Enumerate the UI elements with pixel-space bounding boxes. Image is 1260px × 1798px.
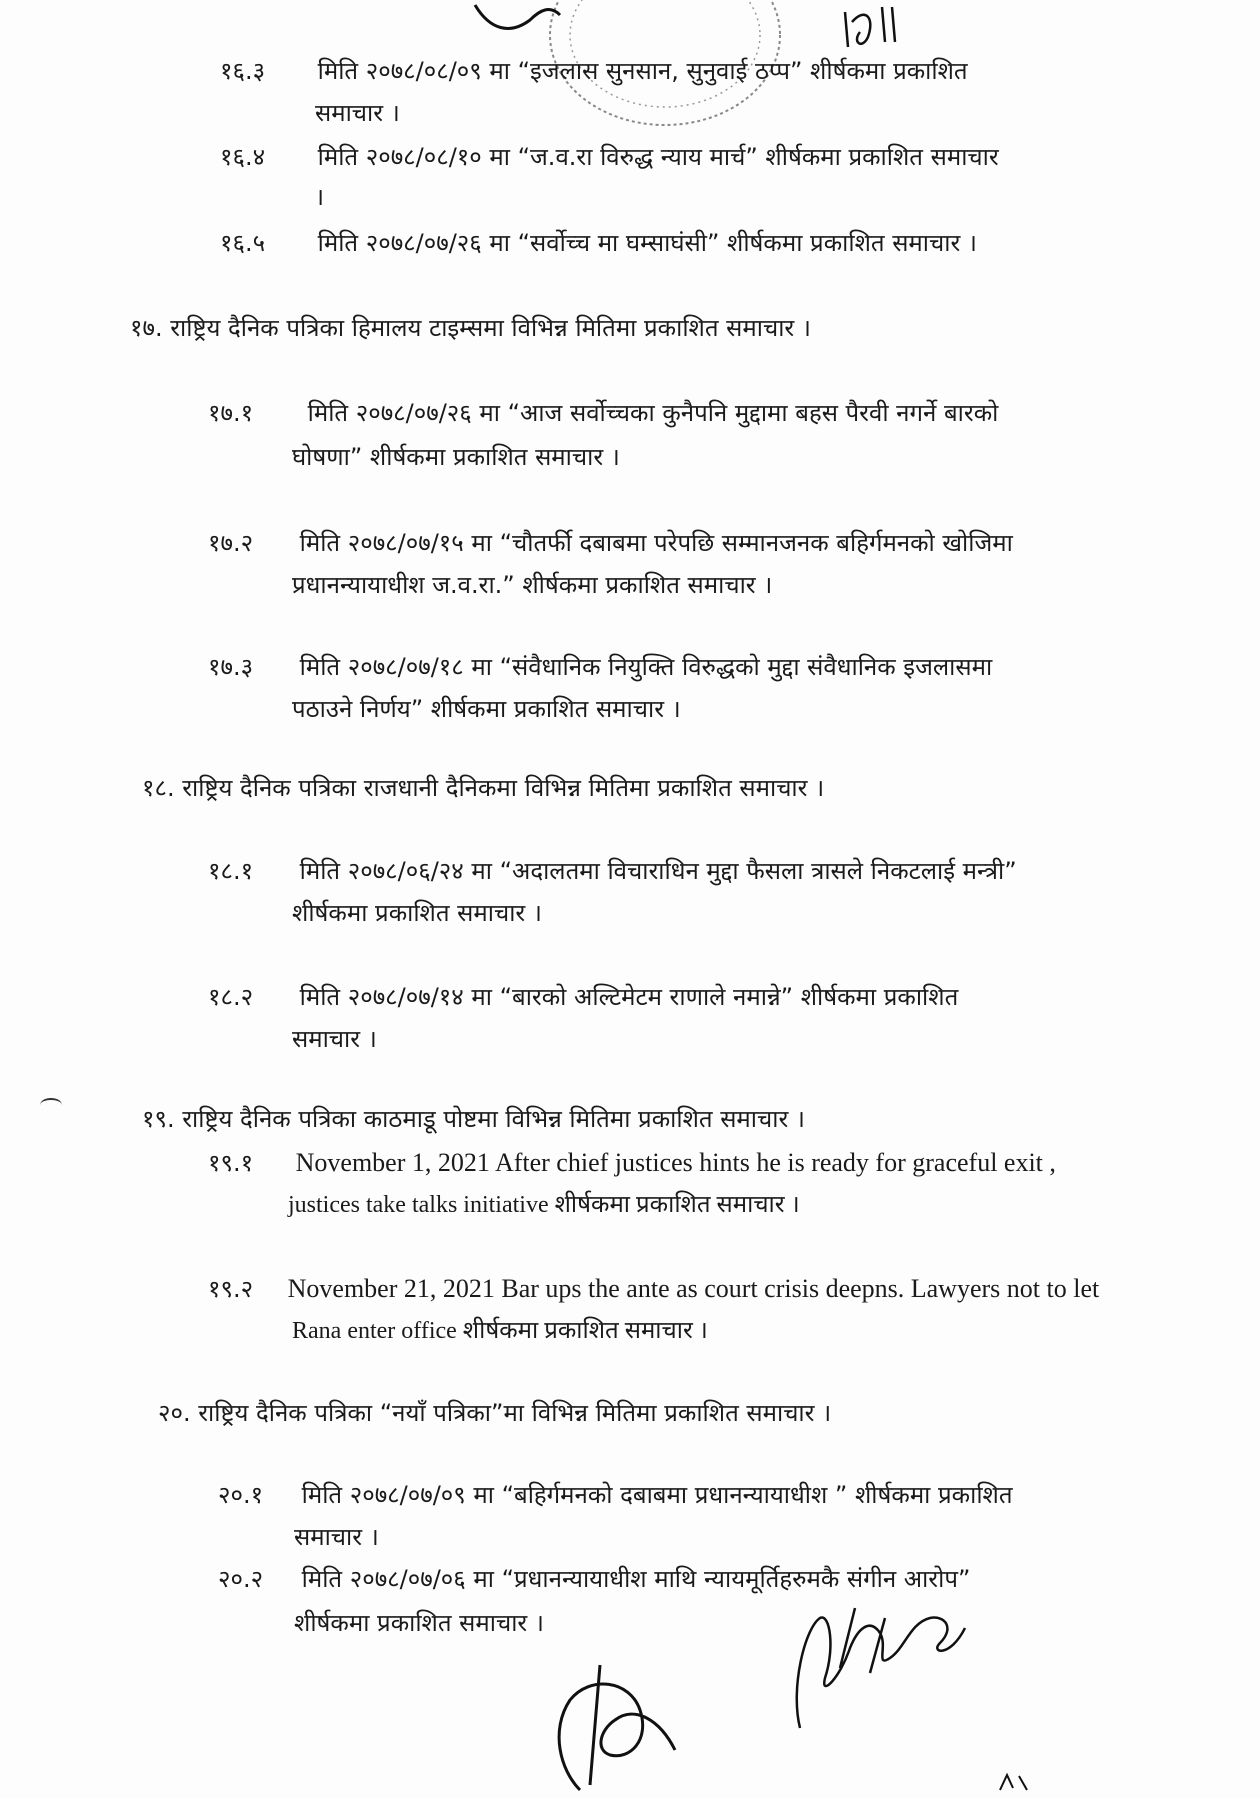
item-number: २०.१ bbox=[218, 1481, 264, 1509]
item-18-1 bbox=[208, 856, 1017, 886]
item-17-3-cont: पठाउने निर्णय” शीर्षकमा प्रकाशित समाचार । bbox=[292, 695, 681, 723]
item-20-1-cont: समाचार । bbox=[294, 1523, 379, 1551]
item-number: २०.२ bbox=[218, 1565, 264, 1593]
item-19-2 bbox=[208, 1274, 1099, 1304]
item-text: November 1, 2021 After chief justices hints he is ready for graceful exit , bbox=[295, 1148, 1056, 1177]
signature-left bbox=[540, 1660, 680, 1795]
top-signature bbox=[470, 0, 590, 40]
item-number: १८.२ bbox=[208, 983, 254, 1011]
section-18-heading: १८. राष्ट्रिय दैनिक पत्रिका राजधानी दैनिकमा विभिन्न मितिमा प्रकाशित समाचार । bbox=[142, 774, 825, 802]
item-17-1 bbox=[208, 398, 998, 428]
item-17-1-cont: घोषणा” शीर्षकमा प्रकाशित समाचार । bbox=[292, 443, 620, 471]
item-text: मिति २०७८/०७/०९ मा “बहिर्गमनको दबाबमा प्रधानन्यायाधीश ” शीर्षकमा प्रकाशित bbox=[301, 1481, 1013, 1509]
item-text: मिति २०७८/०७/०६ मा “प्रधानन्यायाधीश माथि न्यायमूर्तिहरुमकै संगीन आरोप” bbox=[301, 1565, 971, 1593]
bottom-mark bbox=[995, 1770, 1035, 1795]
item-number: १८.१ bbox=[208, 857, 254, 885]
item-text: November 21, 2021 Bar ups the ante as court crisis deepns. Lawyers not to let bbox=[287, 1274, 1100, 1303]
item-text: मिति २०७८/०८/०९ मा “इजलास सुनसान, सुनुवाई ठप्प” शीर्षकमा प्रकाशित bbox=[317, 57, 968, 85]
item-16-5 bbox=[220, 228, 977, 258]
item-text: मिति २०७८/०७/१४ मा “बारको अल्टिमेटम राणाले नमान्ने” शीर्षकमा प्रकाशित bbox=[299, 983, 959, 1011]
section-17-heading: १७. राष्ट्रिय दैनिक पत्रिका हिमालय टाइम्समा विभिन्न मितिमा प्रकाशित समाचार । bbox=[130, 314, 811, 342]
item-18-2 bbox=[208, 982, 958, 1012]
item-20-2-cont: शीर्षकमा प्रकाशित समाचार । bbox=[294, 1609, 544, 1637]
item-text: मिति २०७८/०७/१५ मा “चौतर्फी दबाबमा परेपछि सम्मानजनक बहिर्गमनको खोजिमा bbox=[299, 529, 1013, 557]
item-number: १७.३ bbox=[208, 653, 254, 681]
item-16-3 bbox=[220, 56, 968, 86]
item-19-1-cont: justices take talks initiative शीर्षकमा प्रकाशित समाचार । bbox=[288, 1192, 800, 1218]
section-19-heading: १९. राष्ट्रिय दैनिक पत्रिका काठमाडू पोष्टमा विभिन्न मितिमा प्रकाशित समाचार । bbox=[142, 1105, 805, 1133]
item-17-2-cont: प्रधानन्यायाधीश ज.व.रा.” शीर्षकमा प्रकाशित समाचार । bbox=[292, 571, 773, 599]
item-number: १७.२ bbox=[208, 529, 254, 557]
item-text: मिति २०७८/०८/१० मा “ज.व.रा विरुद्ध न्याय मार्च” शीर्षकमा प्रकाशित समाचार bbox=[317, 143, 999, 171]
item-20-1 bbox=[218, 1480, 1013, 1510]
item-text: मिति २०७८/०७/१८ मा “संवैधानिक नियुक्ति विरुद्धको मुद्दा संवैधानिक इजलासमा bbox=[299, 653, 993, 681]
item-number: १६.४ bbox=[220, 143, 266, 171]
item-text: मिति २०७८/०७/२६ मा “सर्वोच्च मा घम्साघंसी” शीर्षकमा प्रकाशित समाचार । bbox=[317, 229, 977, 257]
item-17-3 bbox=[208, 652, 992, 682]
item-number: १९.१ bbox=[208, 1149, 254, 1177]
item-number: १६.३ bbox=[220, 57, 266, 85]
item-18-1-cont: शीर्षकमा प्रकाशित समाचार । bbox=[292, 899, 542, 927]
item-number: १९.२ bbox=[208, 1275, 254, 1303]
item-16-4-cont: । bbox=[315, 183, 325, 211]
item-text: मिति २०७८/०६/२४ मा “अदालतमा विचाराधिन मुद्दा फैसला त्रासले निकटलाई मन्त्री” bbox=[299, 857, 1017, 885]
top-initials bbox=[840, 2, 910, 57]
margin-mark bbox=[40, 1098, 62, 1112]
item-19-2-cont: Rana enter office शीर्षकमा प्रकाशित समाचार । bbox=[292, 1318, 708, 1344]
item-18-2-cont: समाचार । bbox=[292, 1025, 377, 1053]
item-19-1 bbox=[208, 1148, 1056, 1178]
item-20-2 bbox=[218, 1564, 970, 1594]
item-16-3-cont: समाचार । bbox=[315, 99, 400, 127]
item-number: १७.१ bbox=[208, 399, 254, 427]
item-16-4 bbox=[220, 142, 999, 172]
item-17-2 bbox=[208, 528, 1013, 558]
item-number: १६.५ bbox=[220, 229, 266, 257]
item-text: मिति २०७८/०७/२६ मा “आज सर्वोच्चका कुनैपनि मुद्दामा बहस पैरवी नगर्ने बारको bbox=[307, 399, 999, 427]
signature-right bbox=[780, 1588, 980, 1738]
section-20-heading: २०. राष्ट्रिय दैनिक पत्रिका “नयाँ पत्रिका”मा विभिन्न मितिमा प्रकाशित समाचार । bbox=[158, 1399, 832, 1427]
